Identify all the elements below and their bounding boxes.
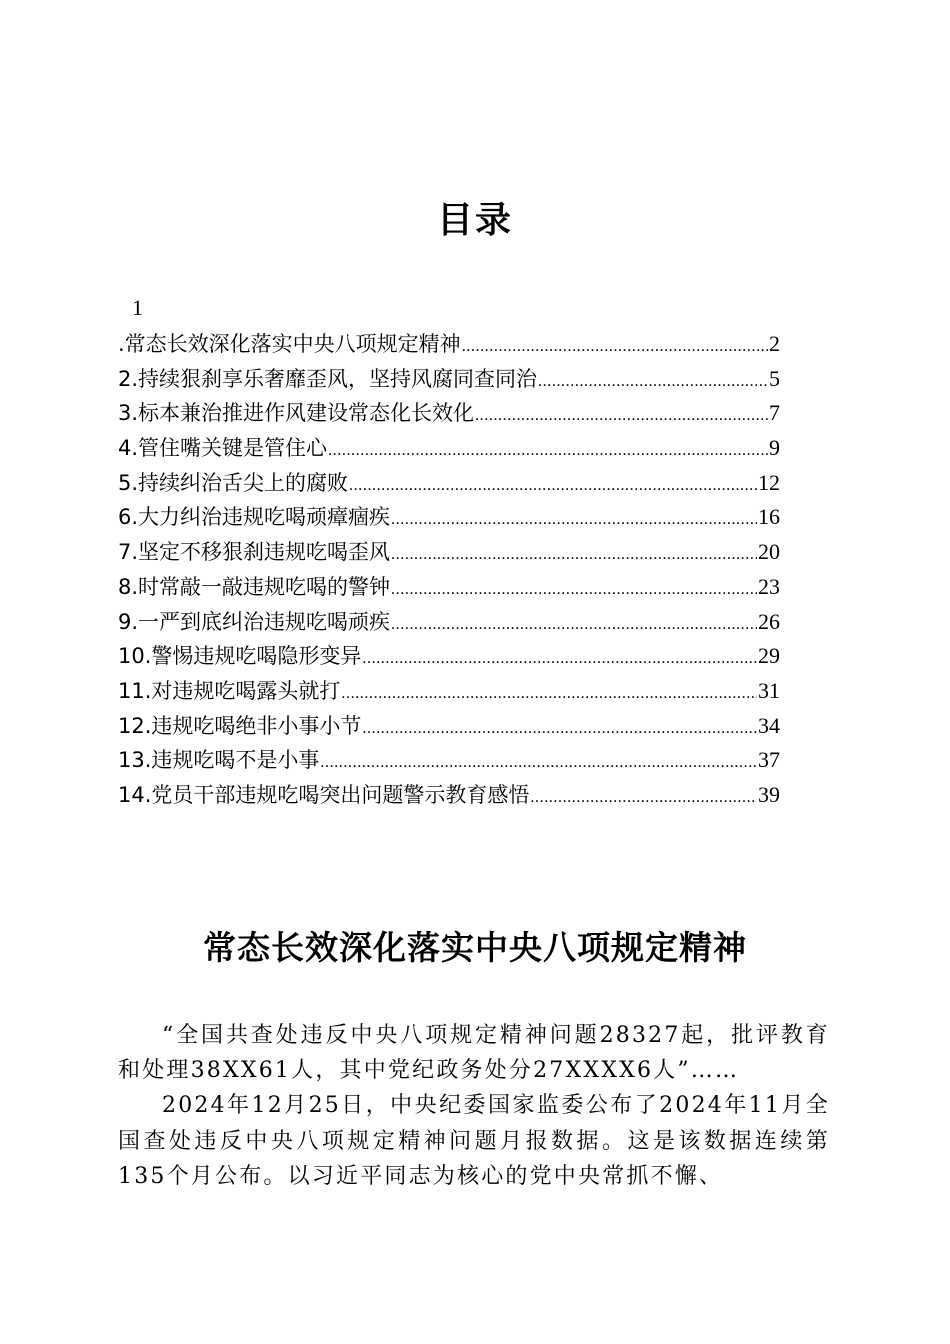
toc-title: 目录: [436, 199, 513, 241]
toc-entry[interactable]: [118, 431, 780, 466]
toc-dot-leader: [320, 746, 757, 781]
toc-entry-label: 3.标本兼治推进作风建设常态化长效化: [118, 401, 475, 426]
article-paragraph: “全国共查处违反中央八项规定精神问题28327起，批评教育和处理38XX61人，其中党纪政务处分27XXXX6人”……: [118, 1023, 830, 1084]
toc-entry[interactable]: [118, 396, 780, 431]
toc-dot-leader: [362, 642, 757, 677]
toc-dot-leader: [462, 330, 768, 365]
toc-dot-leader: [391, 608, 757, 643]
toc-entry-label: 2.持续狠刹享乐奢靡歪风，坚持风腐同查同治: [118, 366, 538, 391]
toc-entry-label: 11.对违规吃喝露头就打: [118, 678, 341, 703]
article-body: [118, 1018, 830, 1194]
toc-entry-page: 7: [769, 400, 780, 426]
toc-dot-leader: [538, 365, 768, 400]
toc-entry[interactable]: [118, 500, 780, 535]
toc-entry-label: 7.坚定不移狠刹违规吃喝歪风: [118, 540, 391, 565]
toc-entry[interactable]: [118, 535, 780, 570]
toc-entry-page: 37: [758, 747, 780, 773]
toc-entry[interactable]: [118, 327, 780, 362]
toc-dot-leader: [328, 434, 768, 469]
toc-entry-label: 13.违规吃喝不是小事: [118, 748, 320, 773]
toc-entry-page: 12: [758, 469, 780, 495]
toc-lead-number: 1: [132, 295, 143, 320]
toc-entry[interactable]: [118, 674, 780, 709]
toc-entry-page: 23: [758, 573, 780, 599]
toc-entry[interactable]: [118, 743, 780, 778]
toc-dot-leader: [362, 712, 757, 747]
toc-entry-label: 8.时常敲一敲违规吃喝的警钟: [118, 574, 391, 599]
toc-entry-label: 4.管住嘴关键是管住心: [118, 436, 328, 461]
toc-entry-label: 12.违规吃喝绝非小事小节: [118, 713, 362, 738]
toc-dot-leader: [341, 677, 757, 712]
toc-entry-page: 31: [758, 677, 780, 703]
toc-entry-page: 2: [769, 331, 780, 356]
toc-entry[interactable]: [118, 639, 780, 674]
table-of-contents: [118, 327, 780, 813]
toc-entry[interactable]: [118, 466, 780, 501]
article-paragraph: 2024年12月25日，中央纪委国家监委公布了2024年11月全国查处违反中央八项规定精神问题月报数据。这是该数据连续第135个月公布。以习近平同志为核心的党中央常抓不懈、: [118, 1093, 830, 1189]
toc-dot-leader: [391, 573, 757, 608]
toc-entry-label: 5.持续纠治舌尖上的腐败: [118, 470, 349, 495]
toc-dot-leader: [349, 469, 757, 504]
toc-entry-page: 39: [758, 781, 780, 807]
toc-entry-page: 34: [758, 712, 780, 738]
toc-entry-page: 20: [758, 539, 780, 565]
toc-entry-page: 26: [758, 608, 780, 634]
toc-entry[interactable]: [118, 570, 780, 605]
toc-dot-leader: [391, 538, 757, 573]
toc-entry-label: 14.党员干部违规吃喝突出问题警示教育感悟: [118, 782, 530, 807]
toc-entry[interactable]: [118, 709, 780, 744]
toc-dot-leader: [391, 503, 757, 538]
toc-entry-label: 9.一严到底纠治违规吃喝顽疾: [118, 609, 391, 634]
toc-entry[interactable]: [118, 605, 780, 640]
toc-dot-leader: [530, 781, 757, 816]
toc-entry[interactable]: [118, 362, 780, 397]
toc-entry[interactable]: [118, 778, 780, 813]
toc-entry-page: 5: [769, 365, 780, 391]
toc-entry-page: 16: [758, 504, 780, 530]
toc-dot-leader: [475, 399, 768, 434]
toc-entry-page: 29: [758, 643, 780, 669]
article-title: 常态长效深化落实中央八项规定精神: [203, 928, 747, 967]
toc-entry-page: 9: [769, 435, 780, 461]
toc-entry-label: .常态长效深化落实中央八项规定精神: [118, 332, 461, 356]
toc-entry-label: 6.大力纠治违规吃喝顽瘴痼疾: [118, 505, 391, 530]
toc-entry-label: 10.警惕违规吃喝隐形变异: [118, 644, 362, 669]
